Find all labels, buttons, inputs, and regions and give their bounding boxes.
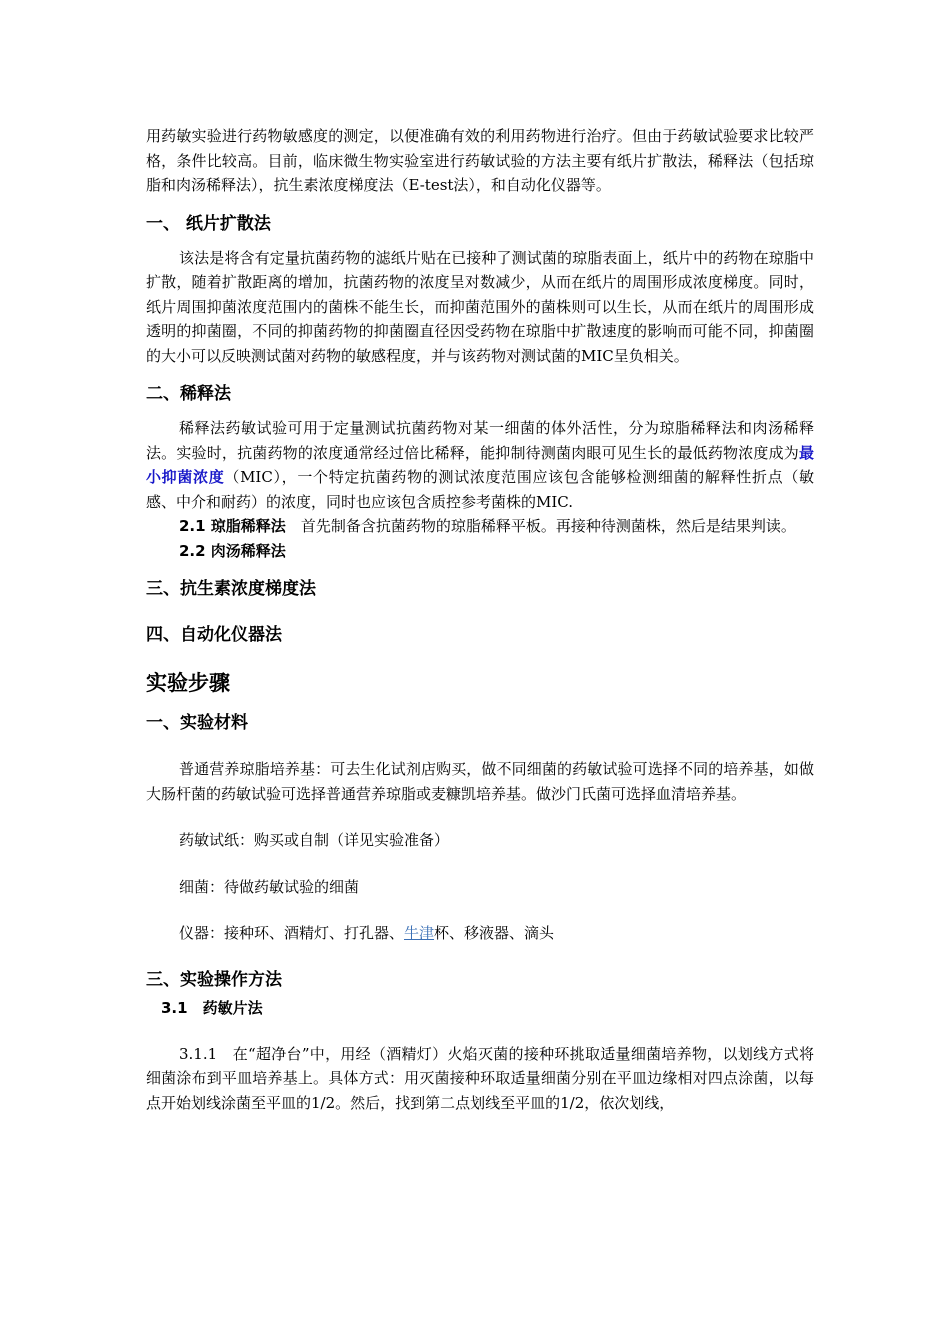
medium-paragraph: 普通营养琼脂培养基：可去生化试剂店购买，做不同细菌的药敏试验可选择不同的培养基，如做大肠杆菌的药敏试验可选择普通营养琼脂或麦糠凯培养基。做沙门氏菌可选择血清培养基。 [146, 760, 814, 803]
paper-paragraph: 药敏试纸：购买或自制（详见实验准备） [179, 831, 450, 849]
disk-diffusion-paragraph: 该法是将含有定量抗菌药物的滤纸片贴在已接种了测试菌的琼脂表面上，纸片中的药物在琼脂中扩散，随着扩散距离的增加，抗菌药物的浓度呈对数减少，从而在纸片的周围形成浓度梯度。同时，纸片周围抑菌浓度范围内的菌株不能生长，而抑菌范围外的菌株则可以生长，从而在纸片的周围形成透明的抑菌圈，不同的抑菌药物的抑菌圈直径因受药物在琼脂中扩散速度的影响而可能不同，抑菌圈的大小可以反映测试菌对药物的敏感程度，并与该药物对测试菌的MIC呈负相关。 [146, 248, 814, 365]
mic-highlight: 最小抑菌浓度 [146, 443, 814, 486]
oxford-cup-link[interactable]: 牛津 [404, 924, 435, 942]
instruments-text-before: 仪器：接种环、酒精灯、打孔器、 [179, 924, 405, 942]
dilution-paragraph [146, 416, 814, 514]
section-heading-automation: 四、自动化仪器法 [146, 625, 282, 645]
agar-dilution-label: 2.1 琼脂稀释法 [179, 517, 286, 535]
section-heading-disk-diffusion: 一、 纸片扩散法 [146, 213, 271, 234]
section-heading-gradient: 三、抗生素浓度梯度法 [146, 579, 316, 599]
instruments-text-after: 杯、移液器、滴头 [434, 924, 555, 942]
method-paragraph: 3.1.1 在“超净台”中，用经（酒精灯）火焰灭菌的接种环挑取适量细菌培养物，以划线方式将细菌涂布到平皿培养基上。具体方式：用灭菌接种环取适量细菌分别在平皿边缘相对四点涂菌，以每点开始划线涂菌至平皿的1/2。然后，找到第二点划线至平皿的1/2，依次划线， [146, 1044, 814, 1112]
dilution-text-after: （MIC），一个特定抗菌药物的测试浓度范围应该包含能够检测细菌的解释性折点（敏感、中介和耐药）的浓度，同时也应该包含质控参考菌株的MIC. [146, 468, 814, 511]
steps-title: 实验步骤 [146, 671, 230, 695]
materials-heading: 一、实验材料 [146, 713, 248, 733]
agar-dilution-text: 首先制备含抗菌药物的琼脂稀释平板。再接种待测菌株，然后是结果判读。 [300, 517, 796, 535]
dilution-text-before: 稀释法药敏试验可用于定量测试抗菌药物对某一细菌的体外活性，分为琼脂稀释法和肉汤稀释法。实验时，抗菌药物的浓度通常经过倍比稀释，能抑制待测菌肉眼可见生长的最低药物浓度成为 [146, 419, 814, 462]
method-subheading: 3.1 药敏片法 [161, 998, 263, 1017]
broth-dilution-paragraph [146, 539, 814, 564]
intro-paragraph: 用药敏实验进行药物敏感度的测定，以便准确有效的利用药物进行治疗。但由于药敏试验要求比较严格，条件比较高。目前，临床微生物实验室进行药敏试验的方法主要有纸片扩散法，稀释法（包括琼脂和肉汤稀释法），抗生素浓度梯度法（E-test法），和自动化仪器等。 [146, 127, 814, 194]
agar-dilution-paragraph [146, 514, 814, 539]
broth-dilution-label: 2.2 肉汤稀释法 [179, 541, 286, 560]
section-heading-dilution: 二、稀释法 [146, 384, 231, 404]
bacteria-paragraph: 细菌：待做药敏试验的细菌 [179, 877, 360, 896]
instruments-paragraph [146, 921, 814, 946]
method-heading: 三、实验操作方法 [146, 969, 282, 990]
document-content [146, 124, 814, 1115]
